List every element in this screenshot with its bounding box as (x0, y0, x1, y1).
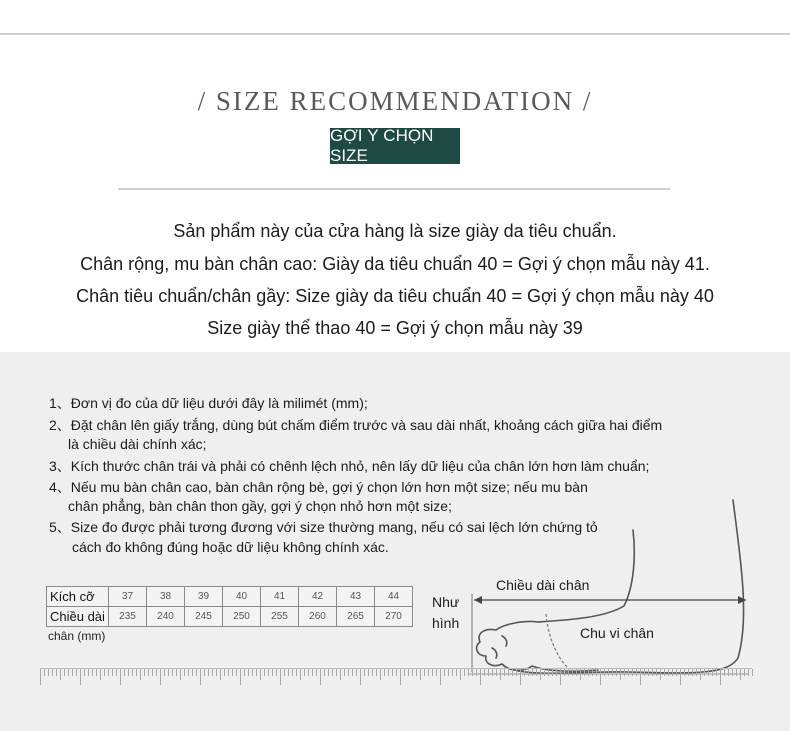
ruler-tick (644, 669, 645, 676)
title-badge: GỢI Ý CHỌN SIZE (330, 128, 460, 164)
length-row (47, 607, 413, 627)
ruler-tick (608, 669, 609, 676)
ruler-tick (704, 669, 705, 676)
ruler-tick (224, 669, 225, 676)
ruler-tick (140, 669, 141, 680)
ruler-tick (60, 669, 61, 680)
ruler-tick (588, 669, 589, 676)
ruler-tick (228, 669, 229, 676)
ruler-tick (292, 669, 293, 676)
ruler-tick (192, 669, 193, 676)
ruler-tick (144, 669, 145, 676)
ruler-tick (400, 669, 401, 685)
ruler-tick (696, 669, 697, 676)
size-cell: 44 (375, 587, 413, 607)
ruler-tick (468, 669, 469, 676)
size-row (47, 587, 413, 607)
ruler-tick (392, 669, 393, 676)
ruler-tick (636, 669, 637, 676)
ruler-tick (360, 669, 361, 685)
ruler-tick (88, 669, 89, 676)
ruler-tick (604, 669, 605, 676)
ruler-tick (92, 669, 93, 676)
ruler-tick (364, 669, 365, 676)
ruler-tick (72, 669, 73, 676)
ruler-tick (652, 669, 653, 676)
ruler-tick (396, 669, 397, 676)
ruler-tick (744, 669, 745, 676)
ruler-tick (64, 669, 65, 676)
ruler-tick (676, 669, 677, 676)
intro-line-2: Chân rộng, mu bàn chân cao: Giày da tiêu chuẩn 40 = Gợi ý chọn mẫu này 41. (80, 254, 710, 274)
ruler-tick (196, 669, 197, 676)
ruler-tick (476, 669, 477, 676)
ruler-tick (748, 669, 749, 676)
section-divider (118, 188, 670, 190)
ruler-tick (172, 669, 173, 676)
ruler-tick (484, 669, 485, 676)
ruler-tick (176, 669, 177, 676)
ruler-tick (408, 669, 409, 676)
note-3: 3、Kích thước chân trái và phải có chênh lệch nhỏ, nên lấy dữ liệu của chân lớn hơn làm chuẩn; (49, 458, 650, 474)
ruler-tick (232, 669, 233, 676)
ruler-tick (552, 669, 553, 676)
note-1: 1、Đơn vị đo của dữ liệu dưới đây là milimét (mm); (49, 395, 368, 411)
ruler-tick (260, 669, 261, 680)
ruler-tick (580, 669, 581, 680)
size-cell: 43 (337, 587, 375, 607)
foot-length-label: Chiều dài chân (496, 577, 590, 593)
ruler-tick (616, 669, 617, 676)
ruler-tick (76, 669, 77, 676)
ruler-tick (448, 669, 449, 676)
length-cell: 235 (109, 607, 147, 627)
ruler-tick (440, 669, 441, 685)
ruler-tick (428, 669, 429, 676)
ruler-tick (372, 669, 373, 676)
ruler-tick (48, 669, 49, 676)
ruler-tick (272, 669, 273, 676)
ruler-tick (572, 669, 573, 676)
ruler-tick (736, 669, 737, 676)
ruler-tick (500, 669, 501, 680)
ruler-tick (480, 669, 481, 685)
ruler-tick (244, 669, 245, 676)
ruler-tick (80, 669, 81, 685)
size-cell: 40 (223, 587, 261, 607)
ruler-tick (528, 669, 529, 676)
ruler-tick (672, 669, 673, 676)
ruler-tick (180, 669, 181, 680)
ruler-tick (532, 669, 533, 676)
intro-line-3: Chân tiêu chuẩn/chân gầy: Size giày da tiêu chuẩn 40 = Gợi ý chọn mẫu này 40 (76, 286, 714, 306)
ruler-tick (728, 669, 729, 676)
ruler-tick (496, 669, 497, 676)
ruler-tick (316, 669, 317, 676)
ruler-tick (508, 669, 509, 676)
ruler-tick (752, 669, 753, 676)
ruler-tick (100, 669, 101, 680)
ruler-tick (296, 669, 297, 676)
ruler-tick (504, 669, 505, 676)
length-cell: 250 (223, 607, 261, 627)
ruler-tick (540, 669, 541, 680)
ruler-tick (456, 669, 457, 676)
size-row-label: Kích cỡ (47, 587, 109, 607)
ruler-tick (564, 669, 565, 676)
note-5: 5、Size đo được phải tương đương với size thường mang, nếu có sai lệch lớn chứng tỏ (49, 519, 598, 535)
ruler-tick (212, 669, 213, 676)
ruler-tick (380, 669, 381, 680)
ruler-tick (700, 669, 701, 680)
ruler-tick (348, 669, 349, 676)
ruler-tick (668, 669, 669, 676)
ruler-tick (116, 669, 117, 676)
ruler-tick (544, 669, 545, 676)
ruler-tick (680, 669, 681, 685)
ruler-tick (300, 669, 301, 680)
ruler-tick (560, 669, 561, 685)
ruler-tick (568, 669, 569, 676)
ruler-tick (740, 669, 741, 680)
ruler-tick (320, 669, 321, 685)
length-cell: 255 (261, 607, 299, 627)
page-title: / SIZE RECOMMENDATION / (197, 86, 593, 116)
ruler-tick (96, 669, 97, 676)
ruler-tick (444, 669, 445, 676)
ruler-tick (648, 669, 649, 676)
length-cell: 245 (185, 607, 223, 627)
ruler-tick (148, 669, 149, 676)
note-4: 4、Nếu mu bàn chân cao, bàn chân rộng bè, gợi ý chọn lớn hơn một size; nếu mu bàn (49, 479, 588, 495)
ruler-tick (640, 669, 641, 685)
note-2: 2、Đặt chân lên giấy trắng, dùng bút chấm điểm trước và sau dài nhất, khoảng cách giữa hai điểm (49, 417, 663, 433)
ruler-tick (340, 669, 341, 680)
ruler-tick (596, 669, 597, 676)
ruler-tick (56, 669, 57, 676)
ruler-tick (436, 669, 437, 676)
ruler-tick (720, 669, 721, 685)
ruler-tick (240, 669, 241, 685)
ruler-tick (264, 669, 265, 676)
ruler-tick (592, 669, 593, 676)
ruler-tick (512, 669, 513, 676)
ruler-tick (412, 669, 413, 676)
ruler-tick (628, 669, 629, 676)
ruler-tick (312, 669, 313, 676)
ruler-tick (620, 669, 621, 680)
ruler-tick (52, 669, 53, 676)
ruler-tick (388, 669, 389, 676)
ruler-tick (208, 669, 209, 676)
intro-line-4: Size giày thể thao 40 = Gợi ý chọn mẫu này 39 (207, 318, 583, 338)
ruler-tick (524, 669, 525, 676)
length-cell: 240 (147, 607, 185, 627)
foot-circumference-label: Chu vi chân (580, 625, 654, 641)
ruler-tick (584, 669, 585, 676)
ruler-tick (168, 669, 169, 676)
diagram-label-as-shown-1: Như (432, 594, 460, 610)
length-cell: 265 (337, 607, 375, 627)
ruler-tick (516, 669, 517, 676)
ruler-tick (708, 669, 709, 676)
top-divider (0, 33, 790, 35)
ruler-tick (156, 669, 157, 676)
ruler-tick (124, 669, 125, 676)
ruler-tick (660, 669, 661, 680)
ruler-tick (40, 669, 41, 685)
ruler-tick (248, 669, 249, 676)
ruler-tick (464, 669, 465, 676)
ruler-tick (220, 669, 221, 680)
ruler-tick (344, 669, 345, 676)
ruler-tick (600, 669, 601, 685)
ruler-tick (152, 669, 153, 676)
ruler-tick (536, 669, 537, 676)
ruler-tick (472, 669, 473, 676)
ruler-tick (384, 669, 385, 676)
ruler-tick (188, 669, 189, 676)
diagram-label-as-shown-2: hình (432, 615, 460, 631)
ruler-tick (688, 669, 689, 676)
ruler-tick (288, 669, 289, 676)
ruler-tick (656, 669, 657, 676)
ruler-tick (236, 669, 237, 676)
ruler-tick (716, 669, 717, 676)
ruler-tick (612, 669, 613, 676)
ruler-tick (368, 669, 369, 676)
ruler-tick (268, 669, 269, 676)
ruler-tick (424, 669, 425, 676)
ruler-tick (128, 669, 129, 676)
ruler-tick (164, 669, 165, 676)
measuring-ruler (40, 668, 752, 686)
ruler-tick (712, 669, 713, 676)
ruler-tick (284, 669, 285, 676)
ruler-tick (432, 669, 433, 676)
ruler-tick (336, 669, 337, 676)
ruler-tick (624, 669, 625, 676)
size-cell: 38 (147, 587, 185, 607)
ruler-tick (492, 669, 493, 676)
ruler-tick (416, 669, 417, 676)
ruler-tick (280, 669, 281, 685)
ruler-tick (84, 669, 85, 676)
ruler-tick (160, 669, 161, 685)
ruler-tick (692, 669, 693, 676)
table-unit-label: chân (mm) (48, 629, 106, 643)
ruler-tick (732, 669, 733, 676)
ruler-tick (252, 669, 253, 676)
intro-line-1: Sản phẩm này của cửa hàng là size giày da tiêu chuẩn. (173, 221, 617, 241)
ruler-tick (520, 669, 521, 685)
ruler-tick (68, 669, 69, 676)
ruler-tick (324, 669, 325, 676)
ruler-tick (132, 669, 133, 676)
note-5-cont: cách đo không đúng hoặc dữ liệu không chính xác. (72, 539, 389, 555)
ruler-tick (576, 669, 577, 676)
ruler-tick (112, 669, 113, 676)
ruler-tick (420, 669, 421, 680)
foot-measurement-illustration (428, 496, 758, 686)
ruler-tick (376, 669, 377, 676)
length-cell: 270 (375, 607, 413, 627)
ruler-tick (724, 669, 725, 676)
ruler-tick (120, 669, 121, 685)
ruler-tick (276, 669, 277, 676)
ruler-tick (216, 669, 217, 676)
size-cell: 41 (261, 587, 299, 607)
ruler-tick (460, 669, 461, 680)
ruler-tick (204, 669, 205, 676)
ruler-tick (328, 669, 329, 676)
ruler-tick (548, 669, 549, 676)
ruler-tick (332, 669, 333, 676)
ruler-tick (256, 669, 257, 676)
size-cell: 42 (299, 587, 337, 607)
ruler-tick (200, 669, 201, 685)
ruler-tick (556, 669, 557, 676)
ruler-tick (108, 669, 109, 676)
ruler-tick (404, 669, 405, 676)
note-2-cont: là chiều dài chính xác; (68, 436, 207, 452)
ruler-tick (632, 669, 633, 676)
ruler-tick (664, 669, 665, 676)
ruler-tick (304, 669, 305, 676)
length-cell: 260 (299, 607, 337, 627)
size-table (46, 586, 413, 627)
ruler-tick (684, 669, 685, 676)
ruler-tick (136, 669, 137, 676)
note-4-cont: chân phẳng, bàn chân thon gầy, gợi ý chọn nhỏ hơn một size; (68, 498, 452, 514)
ruler-tick (44, 669, 45, 676)
ruler-tick (488, 669, 489, 676)
ruler-tick (352, 669, 353, 676)
ruler-tick (104, 669, 105, 676)
ruler-tick (356, 669, 357, 676)
size-cell: 39 (185, 587, 223, 607)
ruler-tick (452, 669, 453, 676)
length-row-label: Chiều dài (47, 607, 109, 627)
size-cell: 37 (109, 587, 147, 607)
ruler-tick (184, 669, 185, 676)
ruler-tick (308, 669, 309, 676)
